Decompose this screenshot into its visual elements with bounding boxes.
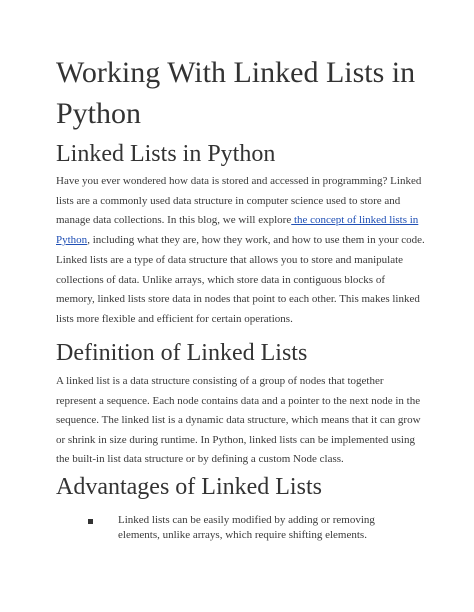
concept-of-linked-lists-link[interactable]: the concept of linked lists in Python (56, 214, 419, 246)
advantage-text: Linked lists can be easily modified by adding or removing elements, unlike arrays, which require shifting elements. (118, 514, 375, 541)
intro-paragraph-tail: , including what they are, how they work, and how to use them in your code. (87, 233, 425, 246)
definition-paragraph: A linked list is a data structure consisting of a group of nodes that together represent a sequence. Each node contains data and a pointer to the next node in the sequence. The linked list is a dynamic data structure, which means that it can grow or shrink in size during runtime. In Python, linked lists can be implemented using the built-in list data structure or by defining a custom Node class. (56, 375, 421, 466)
section-heading-linked-lists-in-python: Linked Lists in Python (56, 141, 276, 167)
section-heading-advantages: Advantages of Linked Lists (56, 474, 322, 500)
intro-paragraph (56, 172, 426, 250)
linked-lists-description-paragraph: Linked lists are a type of data structure that allows you to store and manipulate collections of data. Unlike arrays, which store data in contiguous blocks of memory, linked lists store data in nodes that point to each other. This makes linked lists more flexible and efficient for certain operations. (56, 254, 420, 325)
square-bullet-icon (88, 519, 93, 524)
section-heading-definition: Definition of Linked Lists (56, 340, 308, 366)
intro-paragraph-text: Have you ever wondered how data is stored and accessed in programming? Linked lists are a commonly used data structure in computer science used to store and manage data collections. In this blog, we will explore (56, 175, 422, 227)
document-title: Working With Linked Lists in Python (56, 56, 416, 130)
